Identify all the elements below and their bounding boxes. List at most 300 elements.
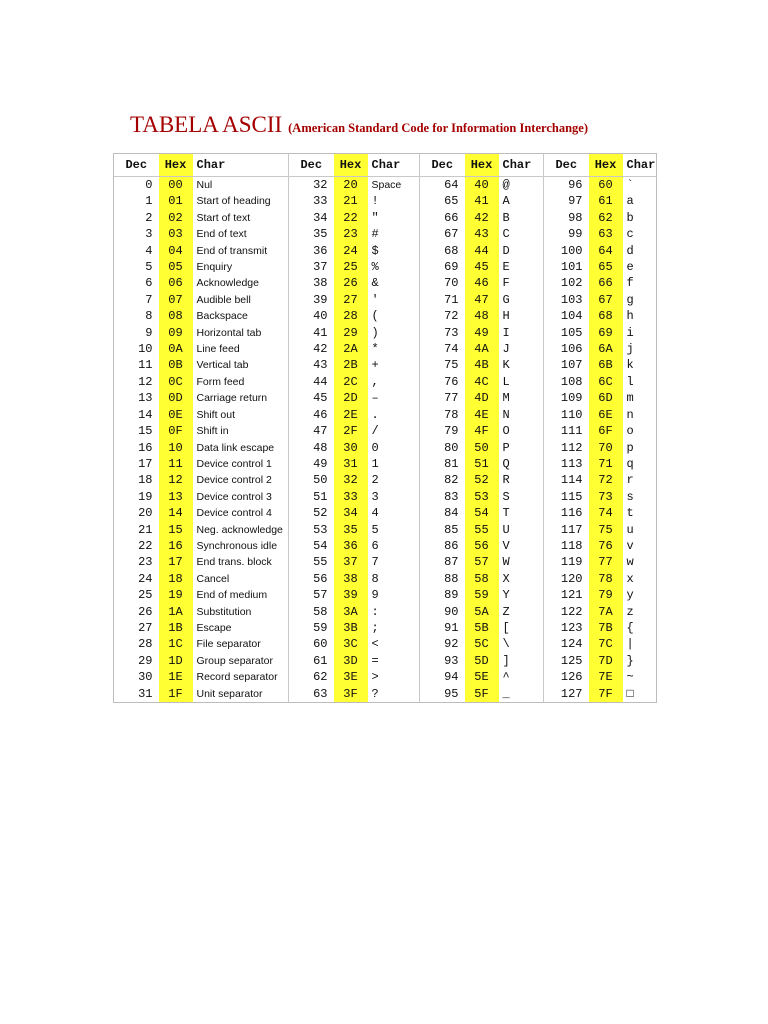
dec-cell: 53 bbox=[289, 522, 334, 538]
char-cell: E bbox=[502, 260, 510, 275]
char-cell: z bbox=[626, 604, 634, 619]
table-row bbox=[114, 423, 657, 439]
char-cell: a bbox=[626, 194, 634, 209]
hex-cell: 41 bbox=[465, 193, 499, 209]
table-row bbox=[114, 341, 657, 357]
char-cell: X bbox=[502, 571, 510, 586]
hex-cell: 51 bbox=[465, 456, 499, 472]
header-dec: Dec bbox=[289, 154, 334, 177]
char-cell: D bbox=[502, 243, 510, 258]
hex-cell: 73 bbox=[589, 489, 623, 505]
table-row bbox=[114, 456, 657, 472]
table-row bbox=[114, 522, 657, 538]
dec-cell: 72 bbox=[420, 308, 465, 324]
hex-cell: 70 bbox=[589, 440, 623, 456]
dec-cell: 117 bbox=[544, 522, 589, 538]
char-cell: Acknowledge bbox=[196, 277, 259, 290]
dec-cell: 41 bbox=[289, 325, 334, 341]
char-cell: @ bbox=[502, 178, 510, 192]
table-row bbox=[114, 636, 657, 652]
dec-cell: 3 bbox=[145, 227, 153, 242]
dec-cell: 113 bbox=[544, 456, 589, 472]
hex-cell: 7E bbox=[589, 669, 623, 685]
dec-cell: 115 bbox=[544, 489, 589, 505]
dec-cell: 114 bbox=[544, 472, 589, 488]
dec-cell: 82 bbox=[420, 472, 465, 488]
char-cell: Cancel bbox=[196, 572, 230, 585]
char-cell: ) bbox=[371, 325, 379, 340]
hex-cell: 6E bbox=[589, 407, 623, 423]
char-cell: g bbox=[626, 292, 634, 307]
hex-cell: 15 bbox=[159, 522, 193, 538]
char-cell: 8 bbox=[371, 571, 379, 586]
char-cell: Neg. acknowledge bbox=[196, 523, 283, 536]
char-cell: s bbox=[626, 489, 634, 504]
char-cell: & bbox=[371, 276, 379, 291]
header-hex: Hex bbox=[334, 154, 368, 177]
dec-cell: 120 bbox=[544, 571, 589, 587]
hex-cell: 05 bbox=[159, 259, 193, 275]
hex-cell: 08 bbox=[159, 308, 193, 324]
hex-cell: 06 bbox=[159, 275, 193, 291]
dec-cell: 24 bbox=[138, 571, 153, 586]
hex-cell: 1B bbox=[159, 620, 193, 636]
char-cell: Backspace bbox=[196, 310, 248, 323]
dec-cell: 69 bbox=[420, 259, 465, 275]
dec-cell: 20 bbox=[138, 506, 153, 521]
char-cell: Enquiry bbox=[196, 261, 233, 274]
hex-cell: 2E bbox=[334, 407, 368, 423]
dec-cell: 77 bbox=[420, 390, 465, 406]
char-cell: v bbox=[626, 538, 634, 553]
table-row bbox=[114, 620, 657, 636]
char-cell: % bbox=[371, 260, 379, 275]
hex-cell: 66 bbox=[589, 275, 623, 291]
char-cell: R bbox=[502, 473, 510, 488]
dec-cell: 40 bbox=[289, 308, 334, 324]
char-cell: Device control 4 bbox=[196, 507, 272, 520]
char-cell: Start of text bbox=[196, 211, 251, 224]
char-cell: Horizontal tab bbox=[196, 326, 262, 339]
dec-cell: 60 bbox=[289, 636, 334, 652]
dec-cell: 12 bbox=[138, 374, 153, 389]
hex-cell: 5F bbox=[465, 686, 499, 703]
table-row bbox=[114, 390, 657, 406]
hex-cell: 5A bbox=[465, 604, 499, 620]
dec-cell: 43 bbox=[289, 357, 334, 373]
hex-cell: 55 bbox=[465, 522, 499, 538]
dec-cell: 98 bbox=[544, 210, 589, 226]
hex-cell: 47 bbox=[465, 292, 499, 308]
dec-cell: 90 bbox=[420, 604, 465, 620]
hex-cell: 14 bbox=[159, 505, 193, 521]
dec-cell: 118 bbox=[544, 538, 589, 554]
dec-cell: 28 bbox=[138, 637, 153, 652]
table-row bbox=[114, 571, 657, 587]
dec-cell: 62 bbox=[289, 669, 334, 685]
char-cell: t bbox=[626, 506, 634, 521]
char-cell: i bbox=[626, 325, 634, 340]
table-row bbox=[114, 472, 657, 488]
hex-cell: 49 bbox=[465, 325, 499, 341]
hex-cell: 53 bbox=[465, 489, 499, 505]
char-cell: End of medium bbox=[196, 589, 268, 602]
char-cell: r bbox=[626, 473, 634, 488]
hex-cell: 0E bbox=[159, 407, 193, 423]
hex-cell: 3F bbox=[334, 686, 368, 703]
hex-cell: 22 bbox=[334, 210, 368, 226]
dec-cell: 111 bbox=[544, 423, 589, 439]
dec-cell: 74 bbox=[420, 341, 465, 357]
dec-cell: 45 bbox=[289, 390, 334, 406]
hex-cell: 4D bbox=[465, 390, 499, 406]
title-subtitle: (American Standard Code for Information Interchange) bbox=[288, 121, 589, 135]
dec-cell: 31 bbox=[138, 686, 153, 701]
hex-cell: 6F bbox=[589, 423, 623, 439]
char-cell: N bbox=[502, 407, 510, 422]
hex-cell: 1A bbox=[159, 604, 193, 620]
hex-cell: 03 bbox=[159, 226, 193, 242]
dec-cell: 63 bbox=[289, 686, 334, 703]
hex-cell: 72 bbox=[589, 472, 623, 488]
hex-cell: 46 bbox=[465, 275, 499, 291]
table-row bbox=[114, 505, 657, 521]
hex-cell: 21 bbox=[334, 193, 368, 209]
hex-cell: 11 bbox=[159, 456, 193, 472]
dec-cell: 112 bbox=[544, 440, 589, 456]
dec-cell: 123 bbox=[544, 620, 589, 636]
dec-cell: 8 bbox=[145, 309, 153, 324]
char-cell: j bbox=[626, 342, 634, 357]
hex-cell: 64 bbox=[589, 243, 623, 259]
hex-cell: 65 bbox=[589, 259, 623, 275]
dec-cell: 44 bbox=[289, 374, 334, 390]
dec-cell: 52 bbox=[289, 505, 334, 521]
char-cell: C bbox=[502, 227, 510, 242]
char-cell: Device control 2 bbox=[196, 474, 272, 487]
dec-cell: 49 bbox=[289, 456, 334, 472]
char-cell: u bbox=[626, 522, 634, 537]
header-char: Char bbox=[193, 154, 289, 177]
char-cell: } bbox=[626, 653, 634, 668]
char-cell: 1 bbox=[371, 456, 379, 471]
dec-cell: 38 bbox=[289, 275, 334, 291]
char-cell: ( bbox=[371, 309, 379, 324]
dec-cell: 95 bbox=[420, 686, 465, 703]
hex-cell: 29 bbox=[334, 325, 368, 341]
char-cell: | bbox=[626, 637, 634, 652]
char-cell: Start of heading bbox=[196, 195, 271, 208]
char-cell: Shift out bbox=[196, 408, 236, 421]
char-cell: Device control 1 bbox=[196, 457, 272, 470]
dec-cell: 26 bbox=[138, 604, 153, 619]
dec-cell: 101 bbox=[544, 259, 589, 275]
hex-cell: 09 bbox=[159, 325, 193, 341]
dec-cell: 51 bbox=[289, 489, 334, 505]
dec-cell: 96 bbox=[544, 177, 589, 194]
char-cell: n bbox=[626, 407, 634, 422]
dec-cell: 70 bbox=[420, 275, 465, 291]
table-row bbox=[114, 210, 657, 226]
char-cell: I bbox=[502, 325, 510, 340]
header-char: Char bbox=[499, 154, 544, 177]
char-cell: 3 bbox=[371, 489, 379, 504]
dec-cell: 18 bbox=[138, 473, 153, 488]
table-row bbox=[114, 407, 657, 423]
hex-cell: 5E bbox=[465, 669, 499, 685]
dec-cell: 23 bbox=[138, 555, 153, 570]
hex-cell: 76 bbox=[589, 538, 623, 554]
dec-cell: 34 bbox=[289, 210, 334, 226]
dec-cell: 19 bbox=[138, 489, 153, 504]
hex-cell: 54 bbox=[465, 505, 499, 521]
char-cell: . bbox=[371, 407, 379, 422]
char-cell: □ bbox=[626, 686, 634, 701]
dec-cell: 104 bbox=[544, 308, 589, 324]
char-cell: f bbox=[626, 276, 634, 291]
hex-cell: 1E bbox=[159, 669, 193, 685]
hex-cell: 44 bbox=[465, 243, 499, 259]
table-row bbox=[114, 292, 657, 308]
char-cell: 5 bbox=[371, 522, 379, 537]
table-row bbox=[114, 587, 657, 603]
hex-cell: 78 bbox=[589, 571, 623, 587]
char-cell: Escape bbox=[196, 621, 232, 634]
header-char: Char bbox=[368, 154, 420, 177]
hex-cell: 3B bbox=[334, 620, 368, 636]
dec-cell: 102 bbox=[544, 275, 589, 291]
char-cell: c bbox=[626, 227, 634, 242]
table-row bbox=[114, 374, 657, 390]
dec-cell: 84 bbox=[420, 505, 465, 521]
char-cell: End of transmit bbox=[196, 244, 268, 257]
char-cell: ] bbox=[502, 653, 510, 668]
dec-cell: 0 bbox=[145, 178, 153, 192]
dec-cell: 89 bbox=[420, 587, 465, 603]
char-cell: Q bbox=[502, 456, 510, 471]
char-cell: * bbox=[371, 342, 379, 357]
hex-cell: 6D bbox=[589, 390, 623, 406]
hex-cell: 7B bbox=[589, 620, 623, 636]
dec-cell: 5 bbox=[145, 260, 153, 275]
char-cell: { bbox=[626, 620, 634, 635]
char-cell: End of text bbox=[196, 228, 247, 241]
char-cell: H bbox=[502, 309, 510, 324]
char-cell: # bbox=[371, 227, 379, 242]
dec-cell: 124 bbox=[544, 636, 589, 652]
table-row bbox=[114, 259, 657, 275]
dec-cell: 46 bbox=[289, 407, 334, 423]
char-cell: File separator bbox=[196, 638, 261, 651]
dec-cell: 86 bbox=[420, 538, 465, 554]
dec-cell: 15 bbox=[138, 424, 153, 439]
hex-cell: 31 bbox=[334, 456, 368, 472]
dec-cell: 78 bbox=[420, 407, 465, 423]
hex-cell: 4B bbox=[465, 357, 499, 373]
hex-cell: 02 bbox=[159, 210, 193, 226]
table-row bbox=[114, 604, 657, 620]
dec-cell: 30 bbox=[138, 670, 153, 685]
header-hex: Hex bbox=[465, 154, 499, 177]
dec-cell: 32 bbox=[289, 177, 334, 194]
char-cell: / bbox=[371, 424, 379, 439]
dec-cell: 39 bbox=[289, 292, 334, 308]
table-row bbox=[114, 686, 657, 703]
page-title bbox=[130, 112, 588, 138]
hex-cell: 61 bbox=[589, 193, 623, 209]
hex-cell: 6B bbox=[589, 357, 623, 373]
hex-cell: 12 bbox=[159, 472, 193, 488]
char-cell: ~ bbox=[626, 670, 634, 685]
char-cell: m bbox=[626, 391, 634, 406]
dec-cell: 79 bbox=[420, 423, 465, 439]
char-cell: Carriage return bbox=[196, 392, 268, 405]
dec-cell: 11 bbox=[138, 358, 153, 373]
char-cell: ? bbox=[371, 686, 379, 701]
hex-cell: 56 bbox=[465, 538, 499, 554]
char-cell: Y bbox=[502, 588, 510, 603]
dec-cell: 116 bbox=[544, 505, 589, 521]
char-cell: l bbox=[626, 374, 634, 389]
hex-cell: 32 bbox=[334, 472, 368, 488]
char-cell: Audible bell bbox=[196, 293, 251, 306]
char-cell: p bbox=[626, 440, 634, 455]
dec-cell: 107 bbox=[544, 357, 589, 373]
dec-cell: 127 bbox=[544, 686, 589, 703]
hex-cell: 67 bbox=[589, 292, 623, 308]
hex-cell: 37 bbox=[334, 554, 368, 570]
char-cell: x bbox=[626, 571, 634, 586]
dec-cell: 9 bbox=[145, 325, 153, 340]
hex-cell: 36 bbox=[334, 538, 368, 554]
char-cell: G bbox=[502, 292, 510, 307]
dec-cell: 105 bbox=[544, 325, 589, 341]
table-row bbox=[114, 653, 657, 669]
hex-cell: 35 bbox=[334, 522, 368, 538]
hex-cell: 04 bbox=[159, 243, 193, 259]
header-hex: Hex bbox=[159, 154, 193, 177]
char-cell: + bbox=[371, 358, 379, 373]
char-cell: d bbox=[626, 243, 634, 258]
hex-cell: 28 bbox=[334, 308, 368, 324]
char-cell: ^ bbox=[502, 670, 510, 685]
dec-cell: 103 bbox=[544, 292, 589, 308]
hex-cell: 27 bbox=[334, 292, 368, 308]
dec-cell: 87 bbox=[420, 554, 465, 570]
dec-cell: 106 bbox=[544, 341, 589, 357]
hex-cell: 79 bbox=[589, 587, 623, 603]
char-cell: " bbox=[371, 210, 379, 225]
hex-cell: 7A bbox=[589, 604, 623, 620]
hex-cell: 74 bbox=[589, 505, 623, 521]
dec-cell: 76 bbox=[420, 374, 465, 390]
hex-cell: 38 bbox=[334, 571, 368, 587]
dec-cell: 16 bbox=[138, 440, 153, 455]
dec-cell: 100 bbox=[544, 243, 589, 259]
dec-cell: 108 bbox=[544, 374, 589, 390]
hex-cell: 26 bbox=[334, 275, 368, 291]
hex-cell: 7D bbox=[589, 653, 623, 669]
dec-cell: 88 bbox=[420, 571, 465, 587]
hex-cell: 0D bbox=[159, 390, 193, 406]
char-cell: V bbox=[502, 538, 510, 553]
char-cell: Shift in bbox=[196, 425, 229, 438]
char-cell: Vertical tab bbox=[196, 359, 249, 372]
hex-cell: 50 bbox=[465, 440, 499, 456]
hex-cell: 1F bbox=[159, 686, 193, 703]
dec-cell: 66 bbox=[420, 210, 465, 226]
hex-cell: 4A bbox=[465, 341, 499, 357]
hex-cell: 75 bbox=[589, 522, 623, 538]
dec-cell: 2 bbox=[145, 210, 153, 225]
hex-cell: 45 bbox=[465, 259, 499, 275]
dec-cell: 1 bbox=[145, 194, 153, 209]
dec-cell: 122 bbox=[544, 604, 589, 620]
dec-cell: 83 bbox=[420, 489, 465, 505]
char-cell: h bbox=[626, 309, 634, 324]
dec-cell: 119 bbox=[544, 554, 589, 570]
char-cell: [ bbox=[502, 620, 510, 635]
char-cell: Form feed bbox=[196, 375, 245, 388]
table-row bbox=[114, 275, 657, 291]
dec-cell: 61 bbox=[289, 653, 334, 669]
char-cell: ! bbox=[371, 194, 379, 209]
char-cell: b bbox=[626, 210, 634, 225]
ascii-table bbox=[113, 153, 657, 703]
char-cell: , bbox=[371, 374, 379, 389]
hex-cell: 6C bbox=[589, 374, 623, 390]
char-cell: ; bbox=[371, 620, 379, 635]
header-dec: Dec bbox=[114, 154, 159, 177]
dec-cell: 6 bbox=[145, 276, 153, 291]
hex-cell: 19 bbox=[159, 587, 193, 603]
hex-cell: 33 bbox=[334, 489, 368, 505]
hex-cell: 62 bbox=[589, 210, 623, 226]
dec-cell: 42 bbox=[289, 341, 334, 357]
table-row bbox=[114, 193, 657, 209]
dec-cell: 64 bbox=[420, 177, 465, 194]
char-cell: O bbox=[502, 424, 510, 439]
hex-cell: 24 bbox=[334, 243, 368, 259]
table-row bbox=[114, 538, 657, 554]
hex-cell: 59 bbox=[465, 587, 499, 603]
dec-cell: 71 bbox=[420, 292, 465, 308]
hex-cell: 4E bbox=[465, 407, 499, 423]
char-cell: $ bbox=[371, 243, 379, 258]
hex-cell: 5C bbox=[465, 636, 499, 652]
dec-cell: 67 bbox=[420, 226, 465, 242]
hex-cell: 2C bbox=[334, 374, 368, 390]
char-cell: 0 bbox=[371, 440, 379, 455]
header-dec: Dec bbox=[544, 154, 589, 177]
char-cell: Record separator bbox=[196, 671, 278, 684]
dec-cell: 48 bbox=[289, 440, 334, 456]
header-dec: Dec bbox=[420, 154, 465, 177]
dec-cell: 85 bbox=[420, 522, 465, 538]
char-cell: ` bbox=[626, 178, 634, 192]
hex-cell: 69 bbox=[589, 325, 623, 341]
char-cell: o bbox=[626, 424, 634, 439]
dec-cell: 97 bbox=[544, 193, 589, 209]
char-cell: Device control 3 bbox=[196, 490, 272, 503]
hex-cell: 01 bbox=[159, 193, 193, 209]
hex-cell: 00 bbox=[159, 177, 193, 194]
hex-cell: 0B bbox=[159, 357, 193, 373]
dec-cell: 65 bbox=[420, 193, 465, 209]
dec-cell: 81 bbox=[420, 456, 465, 472]
char-cell: _ bbox=[502, 686, 510, 701]
dec-cell: 37 bbox=[289, 259, 334, 275]
